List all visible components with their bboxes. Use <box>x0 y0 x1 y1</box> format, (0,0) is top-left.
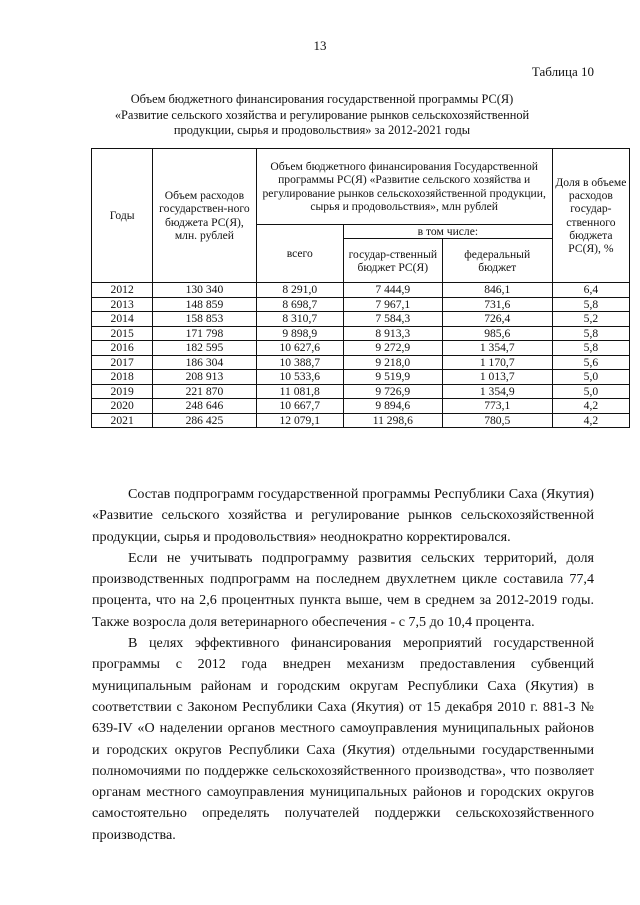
cell-total: 10 627,6 <box>256 341 343 356</box>
table-label: Таблица 10 <box>531 64 594 79</box>
cell-state-budget: 7 444,9 <box>343 283 442 298</box>
cell-federal-budget: 985,6 <box>442 326 552 341</box>
cell-year: 2017 <box>92 355 153 370</box>
cell-state-budget: 8 913,3 <box>343 326 442 341</box>
cell-total: 8 310,7 <box>256 312 343 327</box>
cell-federal-budget: 1 170,7 <box>442 355 552 370</box>
table-row <box>92 341 630 356</box>
cell-budget-volume: 171 798 <box>153 326 256 341</box>
cell-share: 5,8 <box>552 326 629 341</box>
table-title-line: Объем бюджетного финансирования государственной программы РС(Я) <box>130 92 514 106</box>
cell-federal-budget: 846,1 <box>442 283 552 298</box>
cell-budget-volume: 158 853 <box>153 312 256 327</box>
table-row <box>92 326 630 341</box>
cell-state-budget: 9 272,9 <box>343 341 442 356</box>
paragraph: Если не учитывать подпрограмму развития сельских территорий, доля производственных подпрограмм на последнем двухлетнем цикле составила 77,4 процента, что на 2,6 процентных пункта выше, чем в среднем за 2012-2019 годы. Также возросла доля ветеринарного обеспечения - с 7,5 до 10,4 процента. <box>92 549 594 630</box>
cell-share: 5,8 <box>552 341 629 356</box>
cell-state-budget: 7 584,3 <box>343 312 442 327</box>
cell-federal-budget: 773,1 <box>442 399 552 414</box>
cell-budget-volume: 182 595 <box>153 341 256 356</box>
cell-state-budget: 9 726,9 <box>343 384 442 399</box>
body-text <box>92 484 594 846</box>
cell-year: 2013 <box>92 297 153 312</box>
paragraph: Состав подпрограмм государственной программы Республики Саха (Якутия) «Развитие сельского хозяйства и регулирование рынков сельскохозяйственной продукции, сырья и продовольствия» неоднократно корректировался. <box>92 486 594 545</box>
budget-table <box>91 148 630 428</box>
table-row <box>92 384 630 399</box>
cell-budget-volume: 148 859 <box>153 297 256 312</box>
table-title-line: продукции, сырья и продовольствия» за 2012-2021 годы <box>173 123 471 138</box>
cell-year: 2014 <box>92 312 153 327</box>
cell-share: 4,2 <box>552 399 629 414</box>
cell-federal-budget: 1 013,7 <box>442 370 552 385</box>
cell-state-budget: 9 218,0 <box>343 355 442 370</box>
cell-year: 2016 <box>92 341 153 356</box>
header-share: Доля в объеме расходов государ-ственного бюджета РС(Я), % <box>552 149 629 283</box>
table-title <box>92 92 552 139</box>
header-federal-budget: федеральный бюджет <box>442 239 552 283</box>
cell-budget-volume: 248 646 <box>153 399 256 414</box>
cell-federal-budget: 731,6 <box>442 297 552 312</box>
cell-total: 10 667,7 <box>256 399 343 414</box>
table-row <box>92 399 630 414</box>
cell-year: 2012 <box>92 283 153 298</box>
table-row <box>92 413 630 428</box>
cell-share: 6,4 <box>552 283 629 298</box>
cell-budget-volume: 221 870 <box>153 384 256 399</box>
cell-share: 5,8 <box>552 297 629 312</box>
header-including: в том числе: <box>343 225 552 239</box>
cell-year: 2021 <box>92 413 153 428</box>
cell-total: 8 698,7 <box>256 297 343 312</box>
cell-federal-budget: 1 354,7 <box>442 341 552 356</box>
cell-share: 5,0 <box>552 370 629 385</box>
cell-budget-volume: 208 913 <box>153 370 256 385</box>
cell-share: 5,2 <box>552 312 629 327</box>
cell-state-budget: 9 519,9 <box>343 370 442 385</box>
cell-total: 8 291,0 <box>256 283 343 298</box>
cell-year: 2018 <box>92 370 153 385</box>
cell-state-budget: 7 967,1 <box>343 297 442 312</box>
header-years: Годы <box>92 149 153 283</box>
page-number: 13 <box>313 38 327 53</box>
cell-state-budget: 9 894,6 <box>343 399 442 414</box>
table-row <box>92 297 630 312</box>
cell-federal-budget: 726,4 <box>442 312 552 327</box>
cell-budget-volume: 130 340 <box>153 283 256 298</box>
cell-budget-volume: 186 304 <box>153 355 256 370</box>
cell-total: 10 533,6 <box>256 370 343 385</box>
cell-share: 4,2 <box>552 413 629 428</box>
cell-year: 2019 <box>92 384 153 399</box>
cell-year: 2015 <box>92 326 153 341</box>
header-total: всего <box>256 225 343 283</box>
header-budget-volume: Объем расходов государствен-ного бюджета РС(Я), млн. рублей <box>153 149 256 283</box>
table-row <box>92 355 630 370</box>
cell-share: 5,6 <box>552 355 629 370</box>
header-state-budget: государ-ственный бюджет РС(Я) <box>343 239 442 283</box>
cell-share: 5,0 <box>552 384 629 399</box>
cell-state-budget: 11 298,6 <box>343 413 442 428</box>
cell-total: 12 079,1 <box>256 413 343 428</box>
table-row <box>92 370 630 385</box>
cell-total: 11 081,8 <box>256 384 343 399</box>
table-title-line: «Развитие сельского хозяйства и регулирование рынков сельскохозяйственной <box>114 107 530 122</box>
paragraph: В целях эффективного финансирования мероприятий государственной программы с 2012 года внедрен механизм предоставления субвенций муниципальным районам и городским округам Республики Саха (Якутия) в соответствии с Законом Республики Саха (Якутия) от 15 декабря 2010 г. 881-З № 639-IV «О наделении органов местного самоуправления муниципальных районов и городских округов Республики Саха (Якутия) отдельными государственными полномочиями по поддержке сельскохозяйственного производства», что позволяет органам местного самоуправления муниципальных районов и городских округов самостоятельно определять получателей поддержки сельскохозяйственного производства. <box>92 635 594 843</box>
cell-budget-volume: 286 425 <box>153 413 256 428</box>
cell-federal-budget: 1 354,9 <box>442 384 552 399</box>
table-row <box>92 283 630 298</box>
cell-total: 10 388,7 <box>256 355 343 370</box>
cell-year: 2020 <box>92 399 153 414</box>
cell-federal-budget: 780,5 <box>442 413 552 428</box>
cell-total: 9 898,9 <box>256 326 343 341</box>
header-program-financing: Объем бюджетного финансирования Государственной программы РС(Я) «Развитие сельского хозяйства и регулирование рынков сельскохозяйственной продукции, сырья и продовольствия», млн рублей <box>256 149 552 225</box>
table-row <box>92 312 630 327</box>
